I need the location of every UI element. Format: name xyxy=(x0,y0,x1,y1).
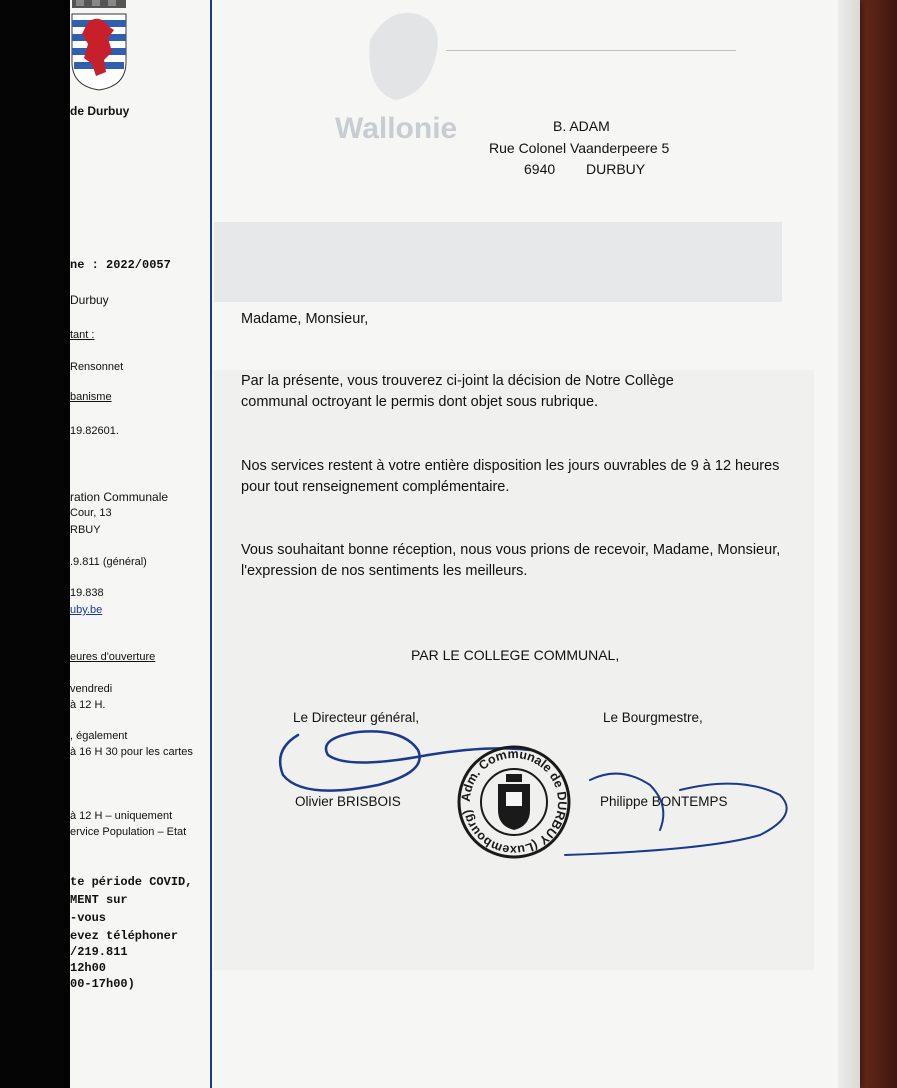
admin-name: ration Communale xyxy=(70,490,169,504)
letter-paragraph-3: Vous souhaitant bonne réception, nous vous prions de recevoir, Madame, Monsieur, l'expression de nos sentiments les meilleurs. xyxy=(241,542,781,579)
contact-name: Rensonnet xyxy=(70,361,124,373)
recipient-city: DURBUY xyxy=(586,161,646,177)
margin-ink-line xyxy=(210,0,212,1088)
commune-name: de Durbuy xyxy=(70,104,130,118)
mayor-signature-icon xyxy=(560,760,800,870)
phone-general: .9.811 (général) xyxy=(70,556,147,568)
right-signatory-title: Le Bourgmestre, xyxy=(603,710,703,725)
covid-line-7: 00-17h00) xyxy=(70,977,135,991)
closing-formula: PAR LE COLLEGE COMMUNAL, xyxy=(411,647,620,663)
covid-line-5: /219.811 xyxy=(70,945,128,959)
hours-heading: eures d'ouverture xyxy=(70,651,156,663)
reference-number: ne : 2022/0057 xyxy=(70,258,171,272)
covid-line-1: te période COVID, xyxy=(70,875,193,889)
address-street: Cour, 13 xyxy=(70,507,112,519)
stamp-text: Adm. Communale de DURBUY (Luxembourg) xyxy=(458,746,570,858)
fax-number: 19.838 xyxy=(70,587,104,599)
letter-paragraph-2: Nos services restent à votre entière disposition les jours ouvrables de 9 à 12 heures pour tout renseignement complémentaire. xyxy=(241,458,780,495)
contact-heading: tant : xyxy=(70,329,95,341)
right-signatory-name: Philippe BONTEMPS xyxy=(600,794,728,809)
hours-line-1: vendredi xyxy=(70,683,113,695)
left-signatory-title: Le Directeur général, xyxy=(293,710,420,725)
durbuy-coat-of-arms-icon xyxy=(70,0,128,92)
covid-line-6: 12h00 xyxy=(70,961,107,975)
covid-line-2: MENT sur xyxy=(70,893,128,907)
department-name: banisme xyxy=(70,391,112,403)
salutation: Madame, Monsieur, xyxy=(241,311,369,327)
hours-line-4: à 16 H 30 pour les cartes xyxy=(70,746,193,758)
recipient-street: Rue Colonel Vaanderpeere 5 xyxy=(489,140,670,156)
covid-line-3: -vous xyxy=(70,911,107,925)
hours-line-6: ervice Population – Etat xyxy=(70,826,187,838)
sidebar-place: Durbuy xyxy=(70,293,109,307)
recipient-postcode: 6940 xyxy=(524,161,556,177)
letter-paragraph-1: Par la présente, vous trouverez ci-joint la décision de Notre Collège communal octroyant le permis dont objet sous rubrique. xyxy=(241,373,674,410)
commune-stamp-icon xyxy=(456,744,572,860)
paper-edge xyxy=(838,0,860,1088)
address-city: RBUY xyxy=(70,524,101,536)
hours-line-2: à 12 H. xyxy=(70,699,106,711)
hours-line-5: à 12 H – uniquement xyxy=(70,810,173,822)
bleed-through-rooster-icon xyxy=(350,0,460,110)
contact-phone: 19.82601. xyxy=(70,425,119,437)
recipient-name: B. ADAM xyxy=(553,118,610,134)
scan-left-shadow xyxy=(0,0,70,1088)
hours-line-3: , également xyxy=(70,730,128,742)
left-signatory-name: Olivier BRISBOIS xyxy=(295,794,401,809)
website-link[interactable]: uby.be xyxy=(70,604,103,616)
covid-line-4: evez téléphoner xyxy=(70,929,179,943)
header-rule xyxy=(446,50,736,51)
bleed-through-title-block xyxy=(214,222,782,302)
bleed-through-heading: Wallonie xyxy=(335,112,458,145)
